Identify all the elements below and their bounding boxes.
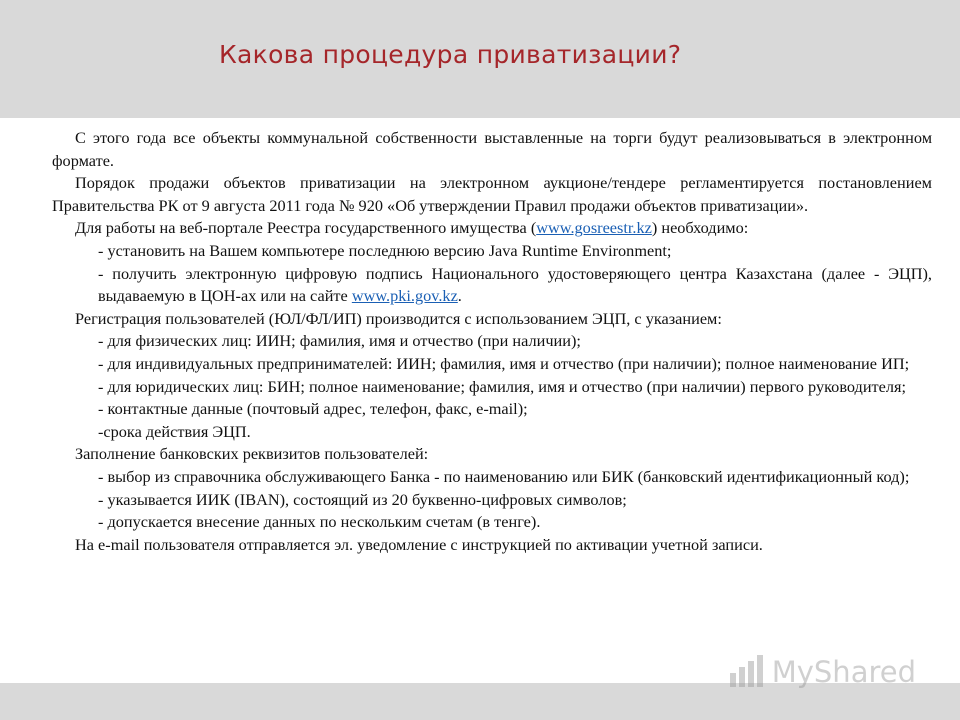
list-item-ecp-validity: -срока действия ЭЦП. — [98, 421, 251, 441]
paragraph-portal — [52, 217, 932, 240]
paragraph-intro: С этого года все объекты коммунальной собственности выставленные на торги будут реализовываться в электронном формате. — [52, 128, 932, 170]
gosreestr-link[interactable]: www.gosreestr.kz — [536, 218, 652, 238]
list-item-multiple-accounts: - допускается внесение данных по нескольким счетам (в тенге). — [98, 512, 541, 532]
portal-text-before: Для работы на веб-портале Реестра государственного имущества ( — [75, 218, 537, 238]
watermark-logo-icon — [728, 655, 768, 689]
paragraph-regulation: Порядок продажи объектов приватизации на электронном аукционе/тендере регламентируется постановлением Правительства РК от 9 августа 2011 года № 920 «Об утверждении Правил продажи объектов приватизации». — [52, 173, 932, 215]
list-item-ecp — [52, 263, 932, 308]
ecp-text-before: - получить электронную цифровую подпись Национального удостоверяющего центра Казахстана (далее - ЭЦП), выдаваемую в ЦОН-ах или на сайте — [98, 263, 932, 306]
list-item-iban: - указывается ИИК (IBAN), состоящий из 20 буквенно-цифровых символов; — [98, 489, 627, 509]
slide-header — [0, 0, 960, 118]
slide-content — [0, 118, 960, 683]
watermark-text: MyShared — [771, 655, 916, 689]
list-item-bank-choice: - выбор из справочника обслуживающего Банка - по наименованию или БИК (банковский идентификационный код); — [98, 466, 910, 486]
slide-title: Какова процедура приватизации? — [219, 40, 682, 69]
list-item-individuals: - для физических лиц: ИИН; фамилия, имя и отчество (при наличии); — [98, 331, 581, 351]
list-item-entrepreneurs: - для индивидуальных предпринимателей: ИИН; фамилия, имя и отчество (при наличии); полное наименование ИП; — [98, 353, 910, 373]
list-item-contacts: - контактные данные (почтовый адрес, телефон, факс, e-mail); — [98, 399, 528, 419]
list-item-legal-entities: - для юридических лиц: БИН; полное наименование; фамилия, имя и отчество (при наличии) первого руководителя; — [98, 376, 907, 396]
paragraph-registration: Регистрация пользователей (ЮЛ/ФЛ/ИП) производится с использованием ЭЦП, с указанием: — [75, 308, 722, 328]
ecp-text-after: . — [457, 286, 462, 306]
paragraph-email-notice: На e-mail пользователя отправляется эл. уведомление с инструкцией по активации учетной записи. — [75, 534, 763, 554]
list-item-java: - установить на Вашем компьютере последнюю версию Java Runtime Environment; — [98, 240, 672, 260]
portal-text-after: ) необходимо: — [651, 218, 749, 238]
body-text — [52, 127, 932, 556]
pki-link[interactable]: www.pki.gov.kz — [351, 286, 458, 306]
watermark — [728, 652, 916, 692]
paragraph-bank-details: Заполнение банковских реквизитов пользователей: — [75, 444, 429, 464]
